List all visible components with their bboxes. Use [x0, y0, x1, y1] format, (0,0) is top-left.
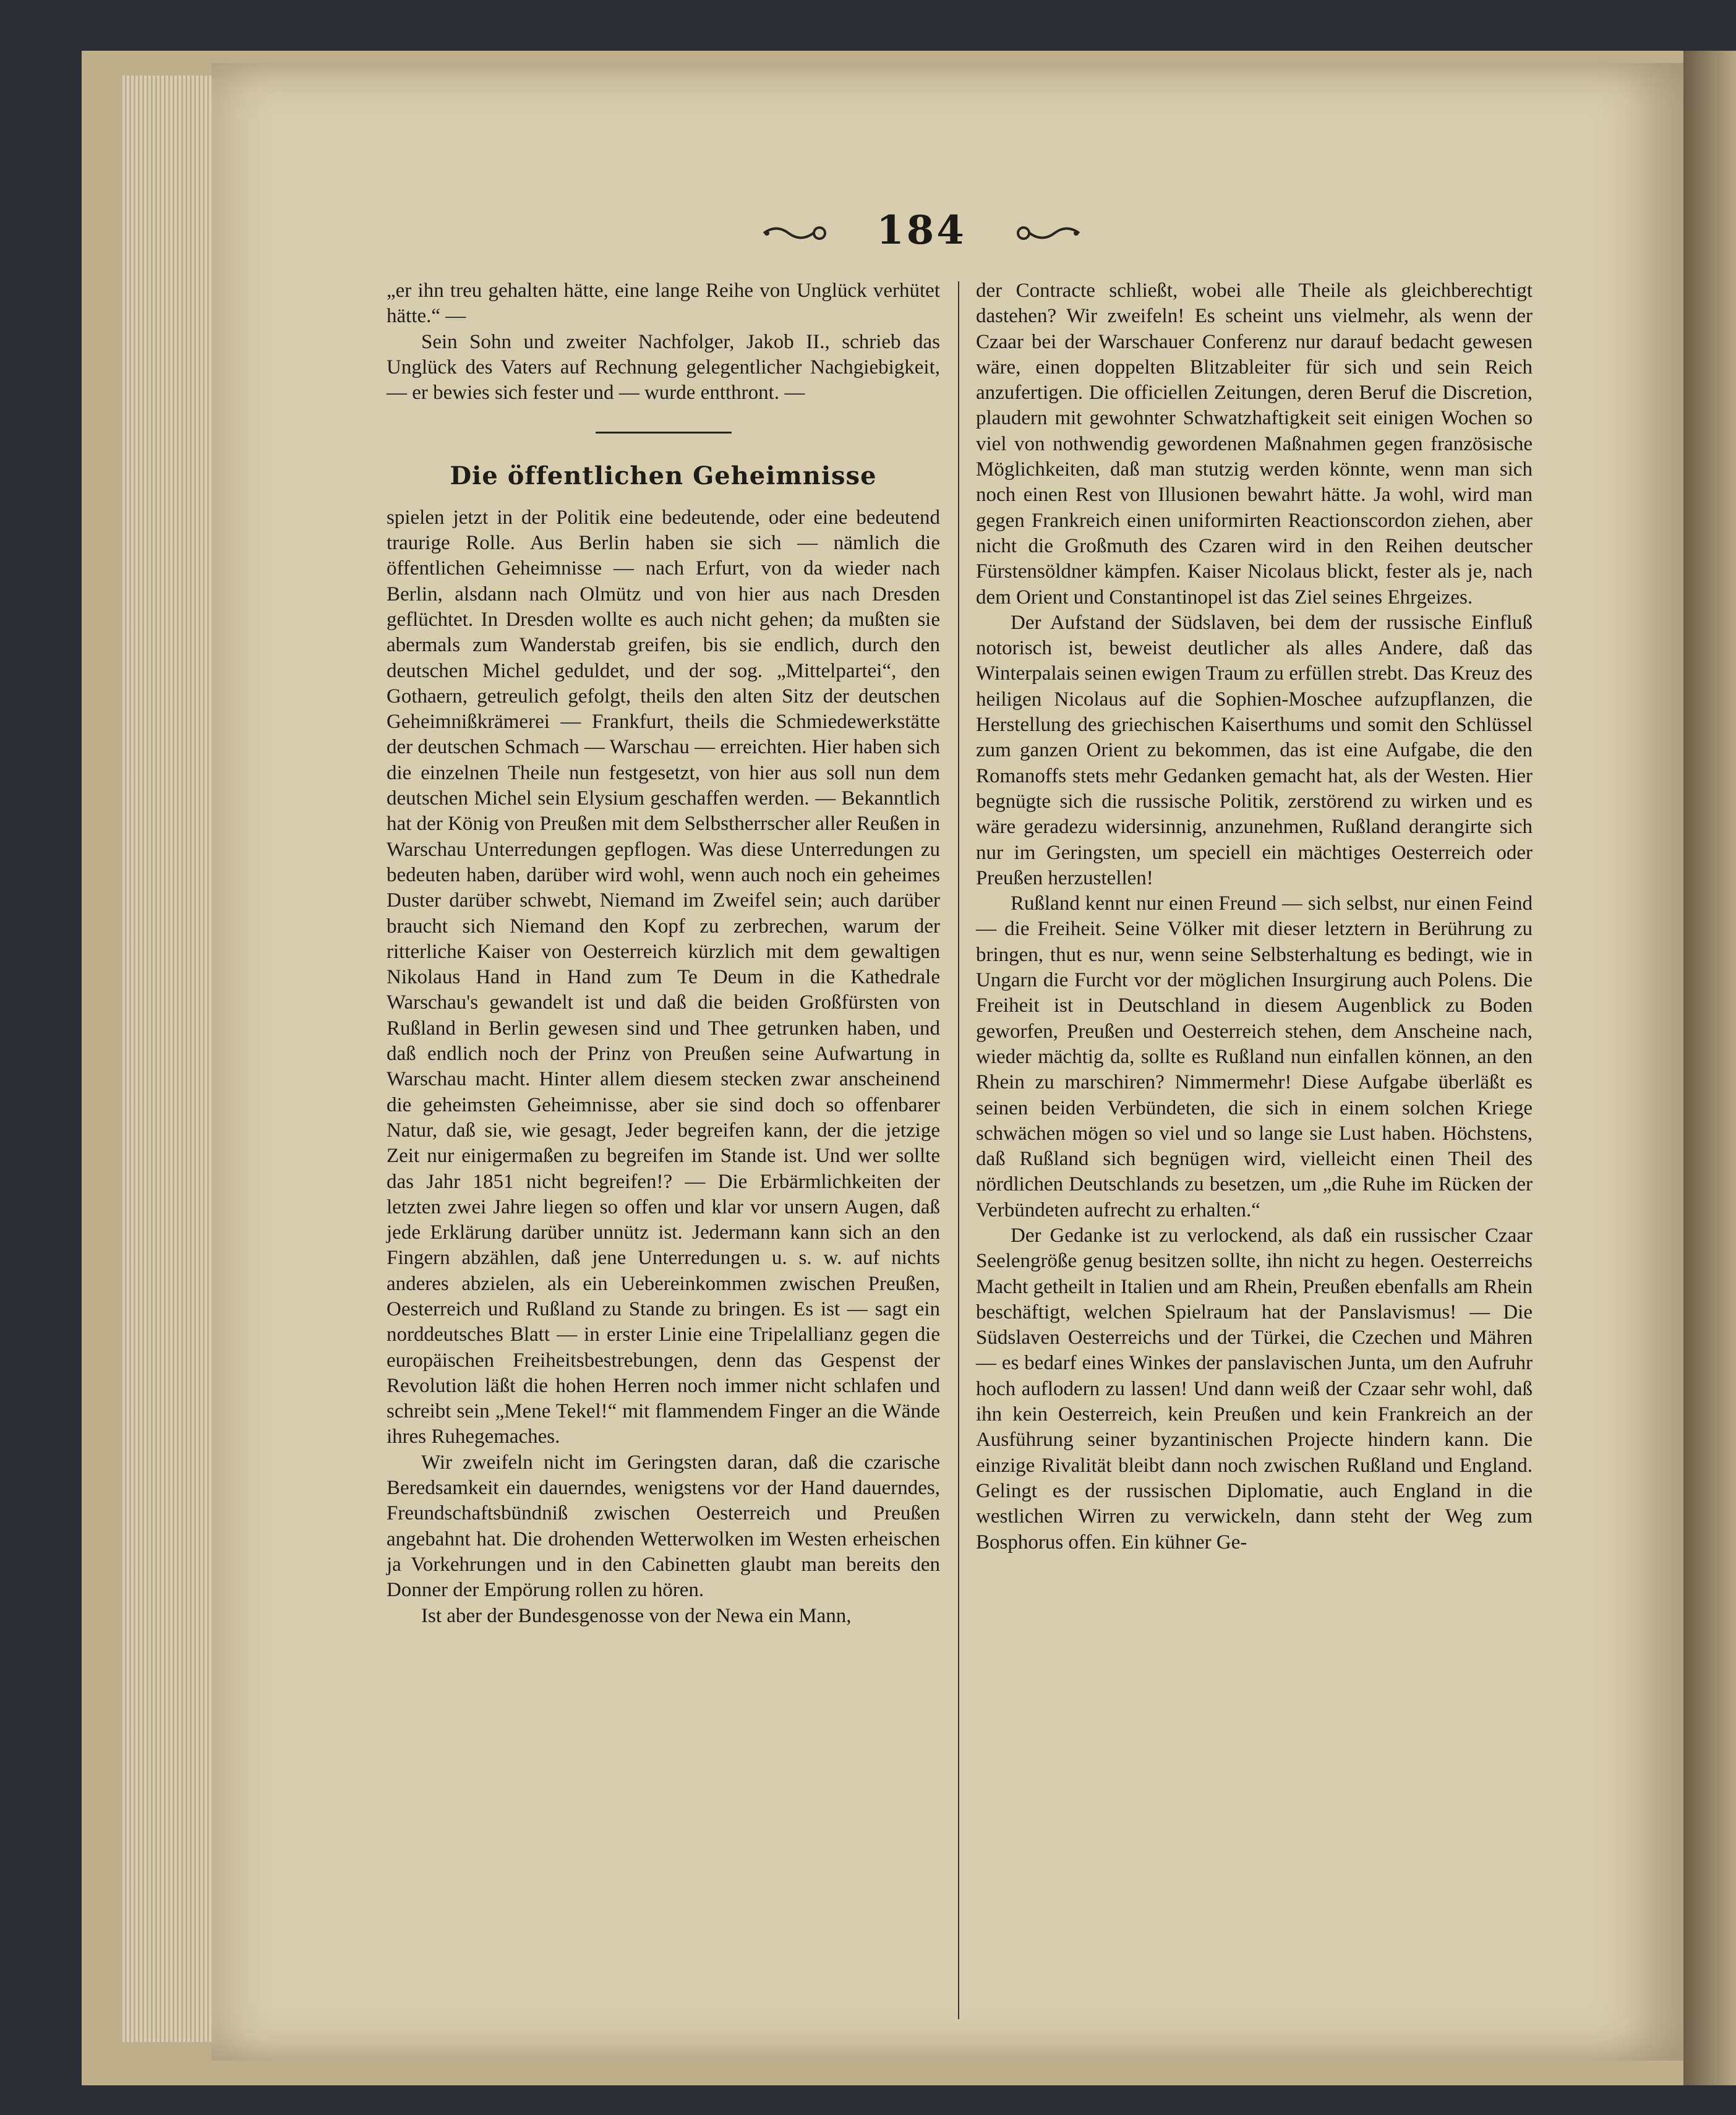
page-number: 184: [876, 207, 967, 254]
intro-paragraph: Sein Sohn und zweiter Nachfolger, Jakob II., schrieb das Unglück des Vaters auf Rechnung gelegentlicher Nachgiebigkeit, — er bewies sich fester und — wurde entthront. —: [387, 330, 940, 404]
section-divider: [596, 432, 732, 434]
column-divider: [958, 281, 959, 2019]
page-header: [761, 207, 1082, 257]
page-edges: [122, 75, 215, 2042]
right-column: [976, 278, 1533, 1555]
left-column: [387, 278, 940, 1629]
article-paragraph: spielen jetzt in der Politik eine bedeutende, oder eine bedeutend traurige Rolle. Aus Berlin haben sie sich — nämlich die öffentlichen Geheimnisse — nach Erfurt, von da wieder nach Berlin, alsdann nach Olmütz und von hier aus nach Dresden geflüchtet. In Dresden wollte es auch nicht gehen; da mußten sie abermals zum Wanderstab greifen, bis sie endlich, durch den deutschen Michel geduldet, und der sog. „Mittelpartei“, den Gothaern, getreulich gefolgt, theils den alten Sitz der deutschen Geheimnißkrämerei — Frankfurt, theils die Schmiedewerkstätte der deutschen Schmach — Warschau — erreichten. Hier haben sich die einzelnen Theile nun festgesetzt, von hier aus soll nun dem deutschen Michel sein Elysium geschaffen werden. — Bekanntlich hat der König von Preußen mit dem Selbstherrscher aller Reußen in Warschau Unterredungen gepflogen. Was diese Unterredungen zu bedeuten haben, darüber wird wohl, wenn auch noch ein geheimes Duster darüber schwebt, Niemand im Zweifel sein; auch darüber braucht sich Niemand den Kopf zu zerbrechen, warum der ritterliche Kaiser von Oesterreich kürzlich mit dem gewaltigen Nikolaus Hand in Hand zum Te Deum in die Kathedrale Warschau's gewandelt ist und daß die beiden Großfürsten von Rußland in Berlin gewesen sind und Thee getrunken haben, und daß endlich noch der Prinz von Preußen seine Aufwartung in Warschau macht. Hinter allem diesem stecken zwar anscheinend die geheimsten Geheimnisse, aber sie sind doch so offenbarer Natur, daß sie, wie gesagt, Jeder begreifen kann, der die jetzige Zeit nur einigermaßen zu begreifen im Stande ist. Und wer sollte das Jahr 1851 nicht begreifen!? — Die Erbärmlichkeiten der letzten zwei Jahre liegen so offen und klar vor unsern Augen, daß jede Erklärung darüber unnütz ist. Jedermann kann sich an den Fingern abzählen, daß jene Unterredungen u. s. w. auf nichts anderes abzielen, als ein Uebereinkommen zwischen Preußen, Oesterreich und Rußland zu Stande zu bringen. Es ist — sagt ein norddeutsches Blatt — in erster Linie eine Tripelallianz gegen die europäischen Freiheitsbestrebungen, denn das Gespenst der Revolution läßt die hohen Herren noch immer nicht schlafen und schreibt sein „Mene Tekel!“ mit flammendem Finger an die Wände ihres Ruhegemaches.: [387, 506, 940, 1448]
intro-paragraph: „er ihn treu gehalten hätte, eine lange Reihe von Unglück verhütet hätte.“ —: [387, 280, 940, 328]
ornament-left-icon: [761, 221, 829, 246]
section-title: Die öffentlichen Geheimnisse: [450, 461, 877, 491]
article-paragraph: Ist aber der Bundesgenosse von der Newa ein Mann,: [421, 1604, 852, 1627]
article-paragraph: Wir zweifeln nicht im Geringsten daran, daß die czarische Beredsamkeit ein dauerndes, wenigstens vor der Hand dauerndes, Freundschaftsbündniß zwischen Oesterreich und Preußen angebahnt hat. Die drohenden Wetterwolken im Westen erheischen ja Vorkehrungen und in den Cabinetten glaubt man bereits den Donner der Empörung rollen zu hören.: [387, 1451, 940, 1602]
article-paragraph: Rußland kennt nur einen Freund — sich selbst, nur einen Feind — die Freiheit. Seine Völker mit dieser letztern in Berührung zu bringen, thut es nur, wenn seine Selbsterhaltung es bedingt, wie in Ungarn die Furcht vor der möglichen Insurgirung auch Polens. Die Freiheit ist in Deutschland in diesem Augenblick zu Boden geworfen, Preußen und Oesterreich stehen, dem Anscheine nach, wieder mächtig da, sollte es Rußland nun einfallen können, an den Rhein zu marschiren? Nimmermehr! Diese Aufgabe überläßt es seinen beiden Verbündeten, die sich in einem solchen Kriege schwächen mögen so viel und so lange sie Lust haben. Höchstens, daß Rußland sich begnügen wird, vielleicht einen Theil des nördlichen Deutschlands zu besetzen, um „die Ruhe im Rücken der Verbündeten aufrecht zu erhalten.“: [976, 892, 1533, 1221]
next-page-edge: [1683, 51, 1736, 2085]
article-paragraph: der Contracte schließt, wobei alle Theile als gleichberechtigt dastehen? Wir zweifeln! Es scheint uns vielmehr, als wenn der Czaar bei der Warschauer Conferenz nur darauf bedacht gewesen wäre, einen doppelten Blitzableiter für sich und sein Reich anzufertigen. Die officiellen Zeitungen, deren Beruf die Discretion, plaudern mit gewohnter Schwatzhaftigkeit seit einigen Wochen so viel von nothwendig gewordenen Maßnahmen gegen französische Möglichkeiten, daß man stutzig werden könnte, wenn man sich noch einen Rest von Illusionen bewahrt hätte. Ja wohl, wird man gegen Frankreich einen uniformirten Reactionscordon ziehen, aber nicht die Großmuth des Czaren wird in den Reihen deutscher Fürstensöldner kämpfen. Kaiser Nicolaus blickt, fester als je, nach dem Orient und Constantinopel ist das Ziel seines Ehrgeizes.: [976, 280, 1533, 609]
ornament-right-icon: [1014, 221, 1082, 246]
article-paragraph: Der Aufstand der Südslaven, bei dem der russische Einfluß notorisch ist, beweist deutlicher als alles Andere, daß das Winterpalais seinen ewigen Traum zu erfüllen strebt. Das Kreuz des heiligen Nicolaus auf die Sophien-Moschee aufzupflanzen, die Herstellung des griechischen Kaiserthums und somit den Schlüssel zum ganzen Orient zu bekommen, das ist eine Aufgabe, die den Romanoffs stets mehr Gedanken gemacht hat, als der Westen. Hier begnügte sich die russische Politik, zerstörend zu wirken und es wäre geradezu widersinnig, anzunehmen, Rußland derangirte sich nur im Geringsten, um speciell ein mächtiges Oesterreich oder Preußen herzustellen!: [976, 611, 1533, 889]
article-paragraph: Der Gedanke ist zu verlockend, als daß ein russischer Czaar Seelengröße genug besitzen sollte, ihn nicht zu hegen. Oesterreichs Macht getheilt in Italien und am Rhein, Preußen ebenfalls am Rhein beschäftigt, welchen Spielraum hat der Panslavismus! — Die Südslaven Oesterreichs und der Türkei, die Czechen und Mähren — es bedarf eines Winkes der panslavischen Junta, um den Aufruhr hoch auflodern zu lassen! Und dann weiß der Czaar sehr wohl, daß ihn kein Oesterreich, kein Preußen und kein Frankreich an der Ausführung seiner byzantinischen Projecte hindern kann. Die einzige Rivalität bleibt dann noch zwischen Rußland und England. Gelingt es der russischen Diplomatie, auch England in die westlichen Wirren zu verwickeln, dann steht der Weg zum Bosphorus offen. Ein kühner Ge-: [976, 1224, 1533, 1553]
